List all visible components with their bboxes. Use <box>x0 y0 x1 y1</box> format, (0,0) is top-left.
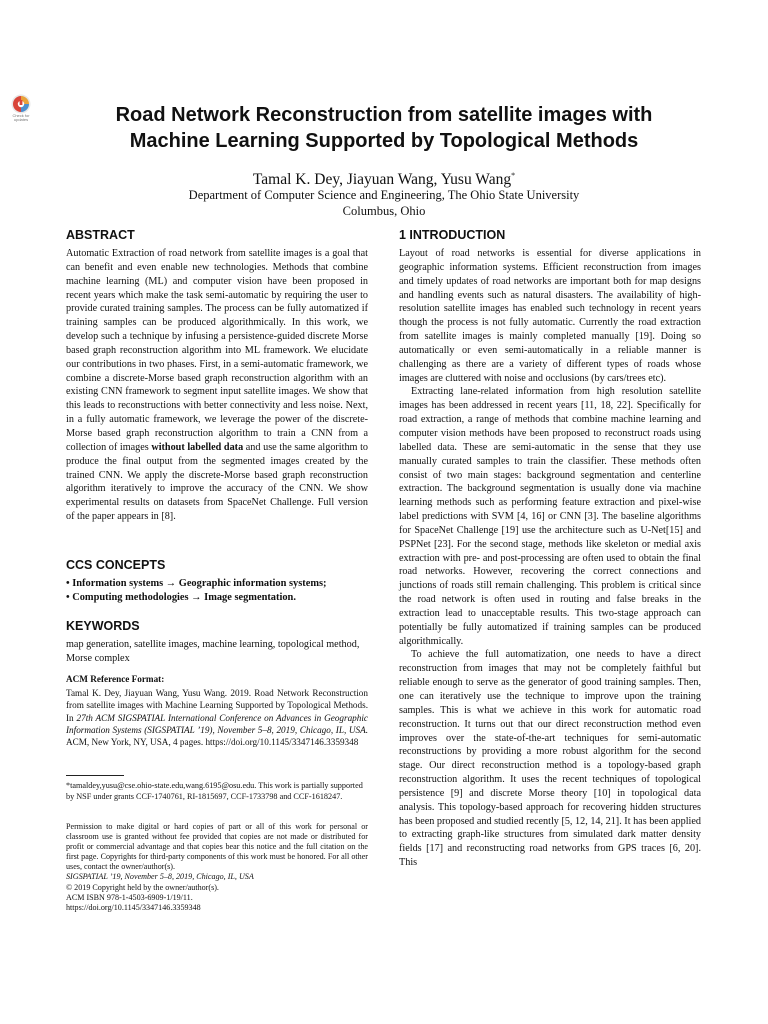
acm-reference-venue: 27th ACM SIGSPATIAL International Conference on Advances in Geographic Information Systems (SIGSPATIAL ’19), November 5–8, 2019, Chicago, IL, USA. <box>66 712 368 735</box>
check-for-updates-label: Check for updates <box>12 113 30 122</box>
ccs-item-2: • Computing methodologies → Image segmentation. <box>66 592 296 603</box>
permission-venue-text: SIGSPATIAL ’19, November 5–8, 2019, Chicago, IL, USA <box>66 872 254 882</box>
copyright-line: © 2019 Copyright held by the owner/author(s). <box>66 882 219 892</box>
permission-venue <box>66 872 368 882</box>
intro-paragraph-3: To achieve the full automatization, one needs to have a direct reconstruction from images that may not be completely faithful but reliable enough to serve as the generator of good training samples. Then, one can iteratively use the technique to improve upon the training samples. This is what we achieve in this work for automatic road reconstruction. It turns out that our direct reconstruction method even improves over the state-of-the-art techniques for semi-automatic reconstructions by providing a more robust algorithm for the second stage. Our direct reconstruction method is a topology-based graph reconstruction algorithm. It uses the recent techniques of topological persistence [9] and discrete Morse theory [10] in topological data analysis. This topology-based approach for recovering hidden structures has been proposed and studied recently [5, 12, 14, 21]. It has been applied to extracting graph-like structures from simulated dark matter density fields [17] and reconstructing road networks from GPS traces [6, 20]. This <box>399 649 701 869</box>
keywords-text: map generation, satellite images, machine learning, topological method, Morse complex <box>66 639 360 664</box>
paper-title-line-1: Road Network Reconstruction from satellite images with <box>115 104 653 126</box>
acm-reference-section <box>66 673 368 748</box>
keywords-heading: KEYWORDS <box>66 619 140 633</box>
author-footnote: *tamaldey,yusu@cse.ohio-state.edu,wang.6195@osu.edu. This work is partially supported by NSF under grants CCF-1740761, RI-1815697, CCF-1733798 and CCF-1618247. <box>66 781 363 801</box>
footnote-section <box>66 775 368 802</box>
right-column <box>399 227 701 870</box>
doi-link[interactable]: https://doi.org/10.1145/3347146.3359348 <box>66 902 201 912</box>
intro-paragraph-2: Extracting lane-related information from high resolution satellite images has been addressed in recent years [11, 18, 22]. Specifically for road extraction, a range of methods that combine machine learning and computer vision methods have been proposed to reconstruct roads using labelled data. These are semi-automatic in the sense that they use manually curated samples to train the classifier. These methods often consist of two main stages: background segmentation and centerline extraction. The background segmentation is usually done via machine learning methods such as performing feature extraction and pixel-wise label predictions with SVM [4, 16] or CNN [3]. The baseline algorithms for SpaceNet Challenge [19] use the architecture such as U-Net[15] and PSPNet [23]. For the second stage, methods like skeleton or medial axis extraction with pre- and post-processing are often used to obtain the final road networks. However, recovering the correct connections and junctions of roads still remain challenging. This problem is critical since the road network is often used in routing and false breaks in the extraction lead to unacceptable results. This two-stage approach can potentially be fully automatized if training samples can be produced algorithmically. <box>399 386 701 647</box>
keywords-section <box>66 618 368 666</box>
abstract-text-bold: without labelled data <box>151 441 244 453</box>
author-names: Tamal K. Dey, Jiayuan Wang, Yusu Wang <box>252 171 512 189</box>
acm-reference-text <box>66 687 368 748</box>
author-list <box>60 166 708 189</box>
permission-block <box>66 822 368 913</box>
left-column <box>66 227 368 524</box>
acm-reference-part-1: Tamal K. Dey, Jiayuan Wang, Yusu Wang. 2019. Road Network Reconstruction from satellite images with Machine Learning Supported by Topological Methods. In <box>66 688 368 723</box>
isbn-line: ACM ISBN 978-1-4503-6909-1/19/11. <box>66 892 193 902</box>
affiliation-line-2: Columbus, Ohio <box>342 204 426 218</box>
abstract-text <box>66 247 368 524</box>
permission-text: Permission to make digital or hard copies of part or all of this work for personal or classroom use is granted without fee provided that copies are not made or distributed for profit or commercial advantage and that copies bear this notice and the full citation on the first page. Copyrights for third-party components of this work must be honored. For all other uses, contact the owner/author(s). <box>66 822 368 872</box>
abstract-text-part-1: Automatic Extraction of road network from satellite images is a goal that can benefit and even enable new technologies. Methods that combine machine learning (ML) and computer vision have been proposed in recent years which make the task semi-automatic by requiring the user to provide curated training samples. The process can be fully automatized if training samples can be produced algorithmically. In this work, we develop such a technique by infusing a persistence-guided discrete Morse based graph reconstruction algorithm into ML framework. We elucidate our contributions in two phases. First, in a semi-automatic framework, we combine a discrete-Morse based graph reconstruction algorithm with an existing CNN framework to segment input satellite images. We show that this leads to reconstructions with better connectivity and less noise. Next, in a fully automatic framework, we leverage the power of the discrete-Morse based graph reconstruction algorithm to train a CNN from a collection of images <box>66 248 368 453</box>
abstract-text-part-2: and use the same algorithm to produce the final output from the segmented images created by the trained CNN. We apply the discrete-Morse based graph reconstruction algorithm iteratively to improve the accuracy of the CNN. We show experimental results on datasets from SpaceNet Challenge. Full version of the paper appears in [8]. <box>66 441 369 523</box>
ccs-section <box>66 557 368 605</box>
ccs-heading: CCS CONCEPTS <box>66 558 166 572</box>
ccs-item-1: • Information systems → Geographic information systems; <box>66 578 327 589</box>
check-for-updates-badge[interactable] <box>7 94 35 124</box>
acm-reference-part-2: ACM, New York, NY, USA, 4 pages. https://doi.org/10.1145/3347146.3359348 <box>66 737 359 748</box>
affiliation <box>60 187 708 219</box>
abstract-heading: ABSTRACT <box>66 228 135 242</box>
footnote-rule <box>66 775 124 776</box>
paper-title <box>60 103 708 154</box>
acm-reference-heading: ACM Reference Format: <box>66 674 165 684</box>
introduction-heading: 1 INTRODUCTION <box>399 228 506 242</box>
author-footnote-mark: * <box>511 171 516 180</box>
affiliation-line-1: Department of Computer Science and Engineering, The Ohio State University <box>188 188 580 202</box>
check-for-updates-icon <box>11 94 31 114</box>
intro-paragraph-1: Layout of road networks is essential for diverse applications in geographic information systems. Efficient reconstruction from images and timely updates of road networks are important both for map designs and handling events such as natural disasters. The availability of high-resolution satellite images has enabled such technology in recent years though the process is not fully automatic. Currently the road extraction from satellite images is mainly completed manually [19]. Doing so automatically or even semi-automatically in a reliable manner is challenging as there are a variety of different types of roads whose images are cluttered with noise and occlusions (by cars/trees etc). <box>399 248 701 384</box>
paper-title-line-2: Machine Learning Supported by Topological Methods <box>129 129 639 152</box>
